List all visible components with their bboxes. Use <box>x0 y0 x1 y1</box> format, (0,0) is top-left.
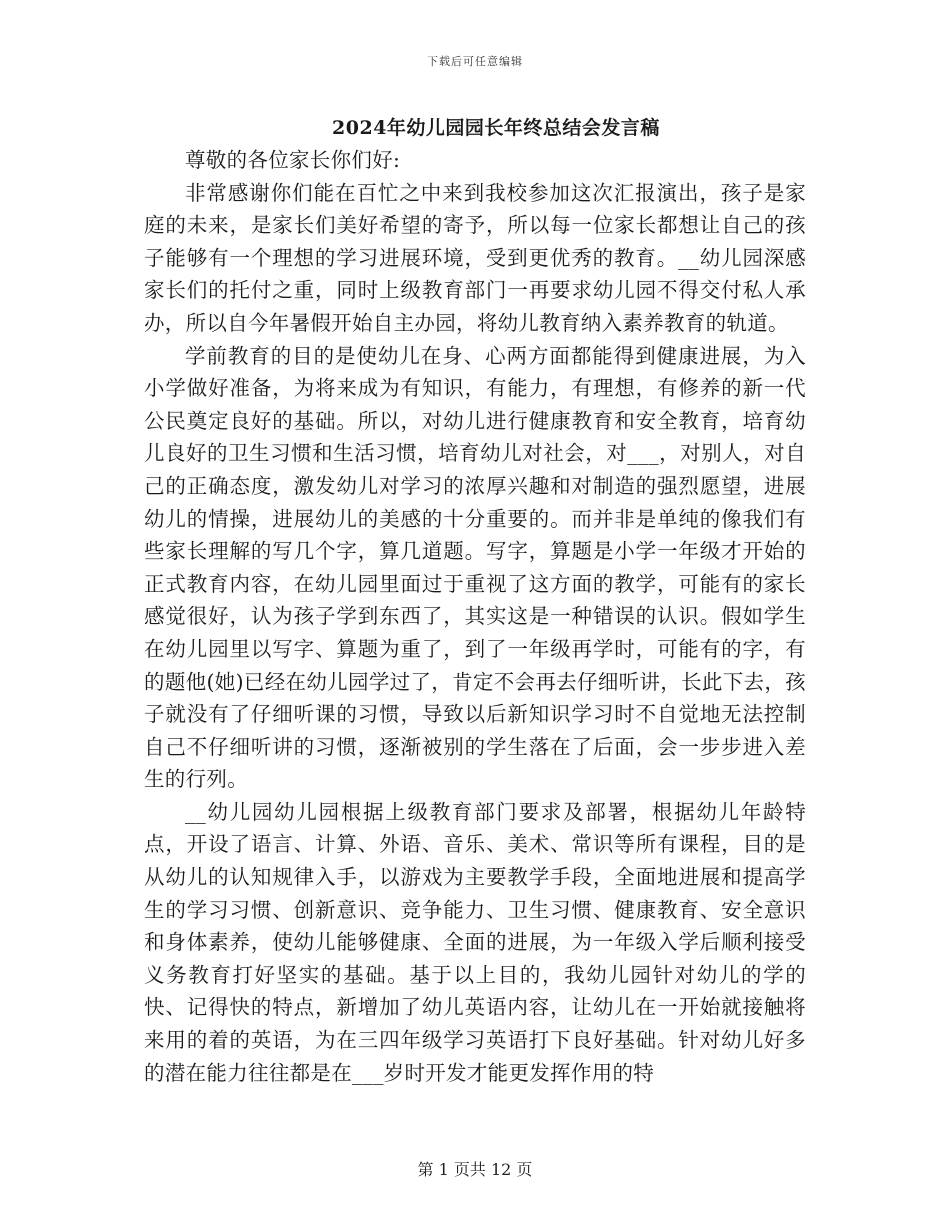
header-note: 下载后可任意编辑 <box>427 55 523 68</box>
body-paragraph: 非常感谢你们能在百忙之中来到我校参加这次汇报演出，孩子是家庭的未来，是家长们美好希望的寄予，所以每一位家长都想让自己的孩子能够有一个理想的学习进展环境，受到更优秀的教育。__幼儿园深感家长们的托付之重，同时上级教育部门一再要求幼儿园不得交付私人承办，所以自今年暑假开始自主办园，将幼儿教育纳入素养教育的轨道。 <box>144 180 806 335</box>
page-number-footer: 第 1 页共 12 页 <box>417 1160 533 1179</box>
document-title: 2024年幼儿园园长年终总结会发言稿 <box>332 117 660 139</box>
body-paragraph: 学前教育的目的是使幼儿在身、心两方面都能得到健康进展，为入小学做好准备，为将来成为有知识，有能力，有理想，有修养的新一代公民奠定良好的基础。所以，对幼儿进行健康教育和安全教育，培育幼儿良好的卫生习惯和生活习惯，培育幼儿对社会，对___，对别人，对自己的正确态度，激发幼儿对学习的浓厚兴趣和对制造的强烈愿望，进展幼儿的情操，进展幼儿的美感的十分重要的。而并非是单纯的像我们有些家长理解的写几个字，算几道题。写字，算题是小学一年级才开始的正式教育内容，在幼儿园里面过于重视了这方面的教学，可能有的家长感觉很好，认为孩子学到东西了，其实这是一种错误的认识。假如学生在幼儿园里以写字、算题为重了，到了一年级再学时，可能有的字，有的题他(她)已经在幼儿园学过了，肯定不会再去仔细听讲，长此下去，孩子就没有了仔细听课的习惯，导致以后新知识学习时不自觉地无法控制自己不仔细听讲的习惯，逐渐被别的学生落在了后面，会一步步进入差生的行列。 <box>144 343 806 792</box>
document-body <box>144 144 806 1089</box>
body-paragraph: __幼儿园幼儿园根据上级教育部门要求及部署，根据幼儿年龄特点，开设了语言、计算、外语、音乐、美术、常识等所有课程，目的是从幼儿的认知规律入手，以游戏为主要教学手段，全面地进展和提高学生的学习习惯、创新意识、竞争能力、卫生习惯、健康教育、安全意识和身体素养，使幼儿能够健康、全面的进展，为一年级入学后顺利接受义务教育打好坚实的基础。基于以上目的，我幼儿园针对幼儿的学的快、记得快的特点，新增加了幼儿英语内容，让幼儿在一开始就接触将来用的着的英语，为在三四年级学习英语打下良好基础。针对幼儿好多的潜在能力往往都是在___岁时开发才能更发挥作用的特 <box>144 799 806 1085</box>
salutation-paragraph: 尊敬的各位家长你们好: <box>185 148 401 172</box>
